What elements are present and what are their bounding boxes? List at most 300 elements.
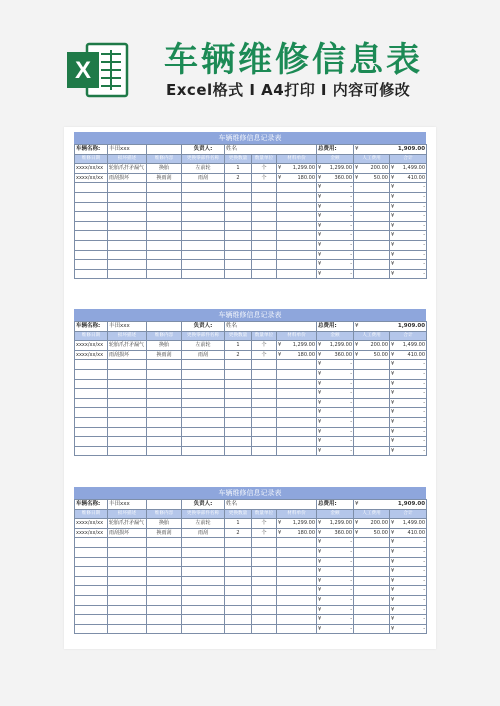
empty-cell[interactable] — [225, 567, 252, 577]
empty-cell[interactable] — [354, 250, 390, 260]
empty-cell[interactable] — [108, 437, 147, 447]
empty-cell[interactable] — [108, 240, 147, 250]
empty-cell[interactable] — [354, 269, 390, 279]
empty-cell[interactable]: ¥ - — [317, 538, 354, 548]
cell-qty[interactable]: 1 — [225, 519, 252, 529]
empty-cell[interactable] — [354, 624, 390, 634]
cell-part[interactable]: 左前轮 — [182, 519, 225, 529]
empty-cell[interactable] — [277, 398, 317, 408]
empty-cell[interactable]: ¥ - — [390, 567, 427, 577]
empty-cell[interactable] — [182, 202, 225, 212]
empty-cell[interactable] — [75, 369, 108, 379]
empty-cell[interactable] — [354, 557, 390, 567]
empty-cell[interactable] — [252, 408, 277, 418]
empty-cell[interactable] — [147, 212, 182, 222]
empty-cell[interactable]: ¥ - — [317, 202, 354, 212]
cell-desc[interactable]: 轮胎爪扦矛漏气 — [108, 164, 147, 174]
cell-qty[interactable]: 2 — [225, 350, 252, 360]
cell-price[interactable]: ¥ 180.00 — [277, 173, 317, 183]
empty-cell[interactable]: ¥ - — [390, 260, 427, 270]
empty-cell[interactable]: ¥ - — [317, 605, 354, 615]
empty-cell[interactable] — [108, 538, 147, 548]
empty-cell[interactable] — [277, 360, 317, 370]
empty-cell[interactable] — [354, 360, 390, 370]
empty-cell[interactable]: ¥ - — [317, 408, 354, 418]
empty-cell[interactable] — [225, 360, 252, 370]
empty-cell[interactable] — [75, 624, 108, 634]
empty-cell[interactable] — [108, 212, 147, 222]
empty-cell[interactable] — [75, 605, 108, 615]
empty-cell[interactable] — [182, 624, 225, 634]
empty-cell[interactable] — [225, 192, 252, 202]
empty-cell[interactable]: ¥ - — [317, 389, 354, 399]
empty-cell[interactable] — [252, 260, 277, 270]
cell-unit[interactable]: 个 — [252, 519, 277, 529]
empty-cell[interactable] — [277, 369, 317, 379]
empty-cell[interactable] — [147, 557, 182, 567]
empty-cell[interactable]: ¥ - — [390, 369, 427, 379]
empty-cell[interactable] — [75, 446, 108, 456]
empty-cell[interactable]: ¥ - — [317, 427, 354, 437]
vehicle-value[interactable]: 丰田xxx — [108, 500, 147, 510]
empty-cell[interactable]: ¥ - — [317, 369, 354, 379]
owner-value[interactable]: 姓名 — [225, 500, 317, 510]
empty-cell[interactable] — [225, 250, 252, 260]
empty-cell[interactable]: ¥ - — [390, 605, 427, 615]
empty-cell[interactable]: ¥ - — [317, 624, 354, 634]
cell-date[interactable]: xxxx/xx/xx — [75, 341, 108, 351]
cell-amount[interactable]: ¥ 360.00 — [317, 173, 354, 183]
empty-cell[interactable] — [277, 576, 317, 586]
cell-desc[interactable]: 雨刮损坏 — [108, 350, 147, 360]
empty-cell[interactable] — [182, 183, 225, 193]
empty-cell[interactable] — [182, 538, 225, 548]
empty-cell[interactable] — [147, 624, 182, 634]
empty-cell[interactable] — [182, 547, 225, 557]
empty-cell[interactable] — [108, 567, 147, 577]
empty-cell[interactable]: ¥ - — [390, 240, 427, 250]
empty-cell[interactable] — [182, 240, 225, 250]
empty-cell[interactable] — [147, 192, 182, 202]
cell-qty[interactable]: 2 — [225, 173, 252, 183]
empty-cell[interactable] — [225, 408, 252, 418]
empty-cell[interactable] — [182, 269, 225, 279]
empty-cell[interactable]: ¥ - — [317, 567, 354, 577]
empty-cell[interactable]: ¥ - — [317, 260, 354, 270]
cell-amount[interactable]: ¥ 1,299.00 — [317, 164, 354, 174]
cell-content[interactable]: 换胎 — [147, 164, 182, 174]
empty-cell[interactable] — [182, 408, 225, 418]
empty-cell[interactable] — [147, 417, 182, 427]
empty-cell[interactable] — [182, 417, 225, 427]
empty-cell[interactable] — [354, 212, 390, 222]
empty-cell[interactable] — [147, 250, 182, 260]
empty-cell[interactable]: ¥ - — [317, 615, 354, 625]
empty-cell[interactable] — [277, 240, 317, 250]
empty-cell[interactable]: ¥ - — [390, 437, 427, 447]
empty-cell[interactable] — [252, 567, 277, 577]
empty-cell[interactable] — [75, 595, 108, 605]
empty-cell[interactable] — [354, 615, 390, 625]
cell-price[interactable]: ¥ 1,299.00 — [277, 519, 317, 529]
empty-cell[interactable]: ¥ - — [390, 389, 427, 399]
empty-cell[interactable] — [252, 446, 277, 456]
empty-cell[interactable] — [182, 557, 225, 567]
empty-cell[interactable] — [75, 231, 108, 241]
cell-price[interactable]: ¥ 180.00 — [277, 350, 317, 360]
empty-cell[interactable] — [277, 183, 317, 193]
empty-cell[interactable] — [75, 398, 108, 408]
empty-cell[interactable] — [225, 269, 252, 279]
empty-cell[interactable]: ¥ - — [317, 446, 354, 456]
empty-cell[interactable] — [108, 250, 147, 260]
empty-cell[interactable] — [225, 221, 252, 231]
empty-cell[interactable]: ¥ - — [317, 183, 354, 193]
cell-total[interactable]: ¥ 410.00 — [390, 173, 427, 183]
cell-part[interactable]: 雨刮 — [182, 173, 225, 183]
empty-cell[interactable] — [277, 437, 317, 447]
empty-cell[interactable] — [354, 547, 390, 557]
empty-cell[interactable] — [354, 192, 390, 202]
empty-cell[interactable] — [182, 192, 225, 202]
cell-total[interactable]: ¥ 410.00 — [390, 350, 427, 360]
empty-cell[interactable] — [108, 202, 147, 212]
empty-cell[interactable] — [252, 437, 277, 447]
empty-cell[interactable] — [252, 595, 277, 605]
empty-cell[interactable]: ¥ - — [317, 231, 354, 241]
empty-cell[interactable]: ¥ - — [390, 202, 427, 212]
empty-cell[interactable] — [277, 417, 317, 427]
cell-unit[interactable]: 个 — [252, 528, 277, 538]
empty-cell[interactable] — [252, 389, 277, 399]
empty-cell[interactable] — [108, 231, 147, 241]
empty-cell[interactable] — [75, 538, 108, 548]
empty-cell[interactable]: ¥ - — [390, 417, 427, 427]
empty-cell[interactable]: ¥ - — [390, 231, 427, 241]
empty-cell[interactable]: ¥ - — [390, 446, 427, 456]
empty-cell[interactable]: ¥ - — [390, 595, 427, 605]
empty-cell[interactable] — [225, 369, 252, 379]
cell-date[interactable]: xxxx/xx/xx — [75, 528, 108, 538]
cell-qty[interactable]: 2 — [225, 528, 252, 538]
empty-cell[interactable] — [75, 260, 108, 270]
empty-cell[interactable] — [108, 269, 147, 279]
empty-cell[interactable] — [75, 269, 108, 279]
empty-cell[interactable] — [75, 360, 108, 370]
empty-cell[interactable]: ¥ - — [317, 192, 354, 202]
empty-cell[interactable] — [354, 446, 390, 456]
empty-cell[interactable] — [252, 202, 277, 212]
empty-cell[interactable] — [225, 615, 252, 625]
empty-cell[interactable] — [225, 624, 252, 634]
empty-cell[interactable] — [277, 408, 317, 418]
empty-cell[interactable] — [182, 212, 225, 222]
empty-cell[interactable] — [277, 231, 317, 241]
vehicle-value[interactable]: 丰田xxx — [108, 322, 147, 332]
empty-cell[interactable] — [354, 417, 390, 427]
empty-cell[interactable] — [354, 398, 390, 408]
empty-cell[interactable] — [147, 576, 182, 586]
empty-cell[interactable] — [277, 379, 317, 389]
empty-cell[interactable] — [354, 538, 390, 548]
empty-cell[interactable]: ¥ - — [317, 398, 354, 408]
empty-cell[interactable] — [147, 379, 182, 389]
cell-content[interactable]: 换雨刮 — [147, 173, 182, 183]
cell-date[interactable]: xxxx/xx/xx — [75, 519, 108, 529]
empty-cell[interactable]: ¥ - — [390, 408, 427, 418]
total-cell[interactable] — [354, 322, 427, 332]
empty-cell[interactable] — [182, 427, 225, 437]
empty-cell[interactable] — [108, 576, 147, 586]
empty-cell[interactable] — [252, 240, 277, 250]
empty-cell[interactable]: ¥ - — [317, 269, 354, 279]
empty-cell[interactable]: ¥ - — [317, 250, 354, 260]
empty-cell[interactable] — [354, 586, 390, 596]
empty-cell[interactable] — [108, 446, 147, 456]
empty-cell[interactable] — [75, 427, 108, 437]
empty-cell[interactable] — [354, 389, 390, 399]
empty-cell[interactable] — [354, 379, 390, 389]
cell-date[interactable]: xxxx/xx/xx — [75, 164, 108, 174]
empty-cell[interactable] — [225, 557, 252, 567]
empty-cell[interactable] — [354, 408, 390, 418]
empty-cell[interactable] — [225, 389, 252, 399]
empty-cell[interactable] — [277, 212, 317, 222]
cell-qty[interactable]: 1 — [225, 164, 252, 174]
cell-labor[interactable]: ¥ 200.00 — [354, 341, 390, 351]
empty-cell[interactable] — [354, 221, 390, 231]
empty-cell[interactable] — [252, 250, 277, 260]
cell-date[interactable]: xxxx/xx/xx — [75, 173, 108, 183]
empty-cell[interactable] — [108, 260, 147, 270]
empty-cell[interactable] — [108, 605, 147, 615]
empty-cell[interactable]: ¥ - — [317, 221, 354, 231]
cell-total[interactable]: ¥ 1,499.00 — [390, 519, 427, 529]
cell-unit[interactable]: 个 — [252, 164, 277, 174]
empty-cell[interactable] — [108, 183, 147, 193]
empty-cell[interactable] — [225, 437, 252, 447]
empty-cell[interactable] — [225, 202, 252, 212]
empty-cell[interactable] — [75, 183, 108, 193]
empty-cell[interactable] — [277, 427, 317, 437]
empty-cell[interactable] — [75, 586, 108, 596]
empty-cell[interactable]: ¥ - — [317, 586, 354, 596]
empty-cell[interactable] — [75, 408, 108, 418]
empty-cell[interactable] — [252, 576, 277, 586]
cell-part[interactable]: 雨刮 — [182, 350, 225, 360]
empty-cell[interactable] — [354, 183, 390, 193]
cell-part[interactable]: 左前轮 — [182, 164, 225, 174]
empty-cell[interactable] — [108, 586, 147, 596]
empty-cell[interactable]: ¥ - — [390, 427, 427, 437]
cell-labor[interactable]: ¥ 50.00 — [354, 173, 390, 183]
empty-cell[interactable] — [108, 615, 147, 625]
cell-amount[interactable]: ¥ 1,299.00 — [317, 519, 354, 529]
cell-amount[interactable]: ¥ 1,299.00 — [317, 341, 354, 351]
empty-cell[interactable] — [225, 605, 252, 615]
empty-cell[interactable] — [75, 547, 108, 557]
empty-cell[interactable] — [354, 231, 390, 241]
owner-value[interactable]: 姓名 — [225, 145, 317, 155]
empty-cell[interactable] — [182, 605, 225, 615]
cell-labor[interactable]: ¥ 50.00 — [354, 350, 390, 360]
empty-cell[interactable]: ¥ - — [390, 379, 427, 389]
cell-price[interactable]: ¥ 1,299.00 — [277, 164, 317, 174]
empty-cell[interactable] — [252, 586, 277, 596]
empty-cell[interactable] — [225, 212, 252, 222]
empty-cell[interactable] — [354, 576, 390, 586]
empty-cell[interactable] — [108, 398, 147, 408]
empty-cell[interactable] — [147, 231, 182, 241]
cell-labor[interactable]: ¥ 200.00 — [354, 519, 390, 529]
cell-desc[interactable]: 雨刮损坏 — [108, 528, 147, 538]
empty-cell[interactable] — [277, 221, 317, 231]
cell-part[interactable]: 雨刮 — [182, 528, 225, 538]
empty-cell[interactable] — [277, 624, 317, 634]
empty-cell[interactable] — [182, 360, 225, 370]
empty-cell[interactable] — [252, 379, 277, 389]
cell-desc[interactable]: 轮胎爪扦矛漏气 — [108, 341, 147, 351]
empty-cell[interactable]: ¥ - — [317, 360, 354, 370]
empty-cell[interactable] — [147, 446, 182, 456]
empty-cell[interactable] — [225, 183, 252, 193]
empty-cell[interactable] — [108, 595, 147, 605]
cell-content[interactable]: 换胎 — [147, 519, 182, 529]
empty-cell[interactable]: ¥ - — [390, 547, 427, 557]
empty-cell[interactable] — [252, 557, 277, 567]
empty-cell[interactable] — [108, 408, 147, 418]
empty-cell[interactable] — [147, 360, 182, 370]
empty-cell[interactable] — [75, 240, 108, 250]
empty-cell[interactable] — [225, 595, 252, 605]
cell-unit[interactable]: 个 — [252, 173, 277, 183]
empty-cell[interactable] — [108, 624, 147, 634]
empty-cell[interactable] — [75, 567, 108, 577]
empty-cell[interactable] — [75, 437, 108, 447]
empty-cell[interactable] — [75, 221, 108, 231]
cell-amount[interactable]: ¥ 360.00 — [317, 528, 354, 538]
empty-cell[interactable] — [252, 615, 277, 625]
empty-cell[interactable] — [225, 231, 252, 241]
empty-cell[interactable] — [147, 221, 182, 231]
empty-cell[interactable] — [354, 437, 390, 447]
empty-cell[interactable]: ¥ - — [390, 576, 427, 586]
cell-content[interactable]: 换胎 — [147, 341, 182, 351]
empty-cell[interactable]: ¥ - — [317, 379, 354, 389]
empty-cell[interactable] — [147, 586, 182, 596]
empty-cell[interactable]: ¥ - — [317, 212, 354, 222]
empty-cell[interactable] — [147, 615, 182, 625]
empty-cell[interactable] — [108, 427, 147, 437]
empty-cell[interactable] — [277, 389, 317, 399]
empty-cell[interactable] — [108, 369, 147, 379]
empty-cell[interactable] — [277, 250, 317, 260]
empty-cell[interactable] — [147, 398, 182, 408]
empty-cell[interactable] — [252, 547, 277, 557]
empty-cell[interactable]: ¥ - — [390, 221, 427, 231]
owner-value[interactable]: 姓名 — [225, 322, 317, 332]
empty-cell[interactable]: ¥ - — [390, 615, 427, 625]
empty-cell[interactable] — [252, 417, 277, 427]
cell-total[interactable]: ¥ 410.00 — [390, 528, 427, 538]
cell-qty[interactable]: 1 — [225, 341, 252, 351]
empty-cell[interactable] — [252, 538, 277, 548]
empty-cell[interactable]: ¥ - — [317, 417, 354, 427]
empty-cell[interactable] — [108, 360, 147, 370]
empty-cell[interactable] — [108, 379, 147, 389]
empty-cell[interactable] — [277, 605, 317, 615]
cell-labor[interactable]: ¥ 50.00 — [354, 528, 390, 538]
empty-cell[interactable] — [108, 221, 147, 231]
empty-cell[interactable] — [252, 212, 277, 222]
empty-cell[interactable] — [225, 576, 252, 586]
empty-cell[interactable] — [147, 547, 182, 557]
empty-cell[interactable]: ¥ - — [317, 547, 354, 557]
empty-cell[interactable] — [252, 427, 277, 437]
cell-date[interactable]: xxxx/xx/xx — [75, 350, 108, 360]
empty-cell[interactable] — [182, 389, 225, 399]
cell-labor[interactable]: ¥ 200.00 — [354, 164, 390, 174]
empty-cell[interactable] — [182, 595, 225, 605]
empty-cell[interactable]: ¥ - — [317, 595, 354, 605]
cell-content[interactable]: 换雨刮 — [147, 528, 182, 538]
empty-cell[interactable] — [354, 567, 390, 577]
empty-cell[interactable]: ¥ - — [317, 576, 354, 586]
cell-total[interactable]: ¥ 1,499.00 — [390, 341, 427, 351]
empty-cell[interactable] — [182, 398, 225, 408]
empty-cell[interactable]: ¥ - — [317, 437, 354, 447]
empty-cell[interactable]: ¥ - — [390, 212, 427, 222]
empty-cell[interactable] — [108, 417, 147, 427]
empty-cell[interactable] — [225, 240, 252, 250]
cell-price[interactable]: ¥ 1,299.00 — [277, 341, 317, 351]
empty-cell[interactable] — [252, 221, 277, 231]
empty-cell[interactable] — [147, 269, 182, 279]
empty-cell[interactable] — [108, 192, 147, 202]
empty-cell[interactable] — [182, 437, 225, 447]
empty-cell[interactable]: ¥ - — [390, 586, 427, 596]
cell-amount[interactable]: ¥ 360.00 — [317, 350, 354, 360]
empty-cell[interactable] — [108, 389, 147, 399]
empty-cell[interactable] — [225, 260, 252, 270]
empty-cell[interactable] — [147, 605, 182, 615]
empty-cell[interactable] — [147, 260, 182, 270]
empty-cell[interactable] — [277, 557, 317, 567]
empty-cell[interactable] — [182, 369, 225, 379]
empty-cell[interactable] — [182, 379, 225, 389]
empty-cell[interactable] — [147, 567, 182, 577]
empty-cell[interactable] — [225, 547, 252, 557]
empty-cell[interactable] — [75, 250, 108, 260]
empty-cell[interactable] — [277, 446, 317, 456]
empty-cell[interactable] — [182, 260, 225, 270]
empty-cell[interactable] — [75, 576, 108, 586]
cell-part[interactable]: 左前轮 — [182, 341, 225, 351]
empty-cell[interactable]: ¥ - — [390, 192, 427, 202]
empty-cell[interactable] — [147, 202, 182, 212]
empty-cell[interactable] — [252, 369, 277, 379]
empty-cell[interactable] — [75, 192, 108, 202]
empty-cell[interactable] — [252, 624, 277, 634]
empty-cell[interactable] — [75, 615, 108, 625]
empty-cell[interactable] — [108, 547, 147, 557]
cell-content[interactable]: 换雨刮 — [147, 350, 182, 360]
empty-cell[interactable] — [147, 240, 182, 250]
empty-cell[interactable] — [354, 202, 390, 212]
empty-cell[interactable]: ¥ - — [390, 624, 427, 634]
empty-cell[interactable] — [354, 260, 390, 270]
empty-cell[interactable] — [75, 557, 108, 567]
